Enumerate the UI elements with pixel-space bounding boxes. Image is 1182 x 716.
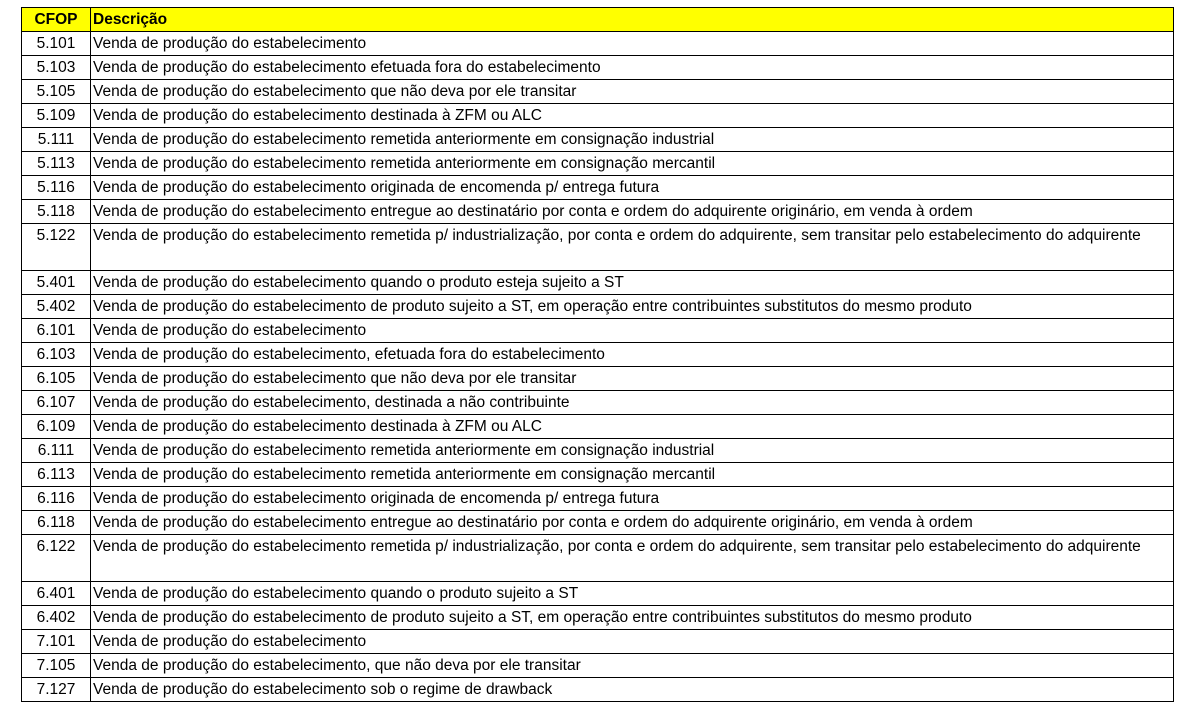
cfop-code: 6.402 bbox=[22, 606, 91, 630]
table-row bbox=[22, 295, 1174, 319]
header-descricao: Descrição bbox=[91, 8, 1174, 32]
cfop-description: Venda de produção do estabelecimento que não deva por ele transitar bbox=[91, 80, 1174, 104]
cfop-code: 5.116 bbox=[22, 176, 91, 200]
cfop-description: Venda de produção do estabelecimento remetida anteriormente em consignação mercantil bbox=[91, 152, 1174, 176]
cfop-code: 7.127 bbox=[22, 678, 91, 702]
header-cfop: CFOP bbox=[22, 8, 91, 32]
cfop-code: 5.103 bbox=[22, 56, 91, 80]
table-row bbox=[22, 319, 1174, 343]
cfop-description: Venda de produção do estabelecimento remetida anteriormente em consignação mercantil bbox=[91, 463, 1174, 487]
cfop-description: Venda de produção do estabelecimento remetida p/ industrialização, por conta e ordem do adquirente, sem transitar pelo estabelecimento do adquirente bbox=[91, 535, 1174, 582]
table-row bbox=[22, 439, 1174, 463]
cfop-code: 5.122 bbox=[22, 224, 91, 271]
cfop-description: Venda de produção do estabelecimento quando o produto sujeito a ST bbox=[91, 582, 1174, 606]
cfop-code: 5.101 bbox=[22, 32, 91, 56]
cfop-code: 6.113 bbox=[22, 463, 91, 487]
table-row bbox=[22, 367, 1174, 391]
table-row bbox=[22, 56, 1174, 80]
cfop-description: Venda de produção do estabelecimento originada de encomenda p/ entrega futura bbox=[91, 487, 1174, 511]
cfop-description: Venda de produção do estabelecimento remetida p/ industrialização, por conta e ordem do adquirente, sem transitar pelo estabelecimento do adquirente bbox=[91, 224, 1174, 271]
cfop-code: 5.105 bbox=[22, 80, 91, 104]
table-row bbox=[22, 152, 1174, 176]
cfop-code: 6.401 bbox=[22, 582, 91, 606]
cfop-code: 6.109 bbox=[22, 415, 91, 439]
cfop-code: 5.118 bbox=[22, 200, 91, 224]
cfop-description: Venda de produção do estabelecimento, destinada a não contribuinte bbox=[91, 391, 1174, 415]
table-row bbox=[22, 343, 1174, 367]
cfop-code: 7.101 bbox=[22, 630, 91, 654]
cfop-description: Venda de produção do estabelecimento entregue ao destinatário por conta e ordem do adquirente originário, em venda à ordem bbox=[91, 511, 1174, 535]
table-row bbox=[22, 224, 1174, 271]
table-row bbox=[22, 80, 1174, 104]
cfop-code: 6.103 bbox=[22, 343, 91, 367]
cfop-code: 6.101 bbox=[22, 319, 91, 343]
table-row bbox=[22, 630, 1174, 654]
table-row bbox=[22, 606, 1174, 630]
cfop-description: Venda de produção do estabelecimento destinada à ZFM ou ALC bbox=[91, 104, 1174, 128]
cfop-code: 6.105 bbox=[22, 367, 91, 391]
table-row bbox=[22, 391, 1174, 415]
cfop-code: 6.118 bbox=[22, 511, 91, 535]
table-row bbox=[22, 678, 1174, 702]
table-row bbox=[22, 582, 1174, 606]
table-row bbox=[22, 271, 1174, 295]
cfop-description: Venda de produção do estabelecimento originada de encomenda p/ entrega futura bbox=[91, 176, 1174, 200]
cfop-description: Venda de produção do estabelecimento bbox=[91, 630, 1174, 654]
cfop-code: 5.111 bbox=[22, 128, 91, 152]
table-row bbox=[22, 487, 1174, 511]
cfop-description: Venda de produção do estabelecimento, que não deva por ele transitar bbox=[91, 654, 1174, 678]
table-row bbox=[22, 654, 1174, 678]
cfop-description: Venda de produção do estabelecimento quando o produto esteja sujeito a ST bbox=[91, 271, 1174, 295]
table-row bbox=[22, 511, 1174, 535]
cfop-description: Venda de produção do estabelecimento, efetuada fora do estabelecimento bbox=[91, 343, 1174, 367]
cfop-description: Venda de produção do estabelecimento efetuada fora do estabelecimento bbox=[91, 56, 1174, 80]
table-row bbox=[22, 104, 1174, 128]
cfop-description: Venda de produção do estabelecimento bbox=[91, 32, 1174, 56]
table-row bbox=[22, 32, 1174, 56]
cfop-description: Venda de produção do estabelecimento bbox=[91, 319, 1174, 343]
cfop-code: 5.113 bbox=[22, 152, 91, 176]
table-row bbox=[22, 463, 1174, 487]
table-row bbox=[22, 176, 1174, 200]
cfop-code: 6.111 bbox=[22, 439, 91, 463]
table-row bbox=[22, 200, 1174, 224]
table-row bbox=[22, 128, 1174, 152]
table-body bbox=[22, 32, 1174, 702]
table-row bbox=[22, 415, 1174, 439]
table-row bbox=[22, 535, 1174, 582]
cfop-description: Venda de produção do estabelecimento remetida anteriormente em consignação industrial bbox=[91, 439, 1174, 463]
cfop-code: 6.116 bbox=[22, 487, 91, 511]
cfop-description: Venda de produção do estabelecimento sob o regime de drawback bbox=[91, 678, 1174, 702]
cfop-description: Venda de produção do estabelecimento de produto sujeito a ST, em operação entre contribuintes substitutos do mesmo produto bbox=[91, 295, 1174, 319]
cfop-description: Venda de produção do estabelecimento entregue ao destinatário por conta e ordem do adquirente originário, em venda à ordem bbox=[91, 200, 1174, 224]
cfop-description: Venda de produção do estabelecimento de produto sujeito a ST, em operação entre contribuintes substitutos do mesmo produto bbox=[91, 606, 1174, 630]
cfop-code: 6.122 bbox=[22, 535, 91, 582]
cfop-code: 6.107 bbox=[22, 391, 91, 415]
cfop-code: 7.105 bbox=[22, 654, 91, 678]
cfop-table bbox=[21, 7, 1174, 702]
cfop-code: 5.109 bbox=[22, 104, 91, 128]
cfop-description: Venda de produção do estabelecimento que não deva por ele transitar bbox=[91, 367, 1174, 391]
header-row bbox=[22, 8, 1174, 32]
cfop-description: Venda de produção do estabelecimento remetida anteriormente em consignação industrial bbox=[91, 128, 1174, 152]
cfop-description: Venda de produção do estabelecimento destinada à ZFM ou ALC bbox=[91, 415, 1174, 439]
cfop-code: 5.401 bbox=[22, 271, 91, 295]
cfop-code: 5.402 bbox=[22, 295, 91, 319]
